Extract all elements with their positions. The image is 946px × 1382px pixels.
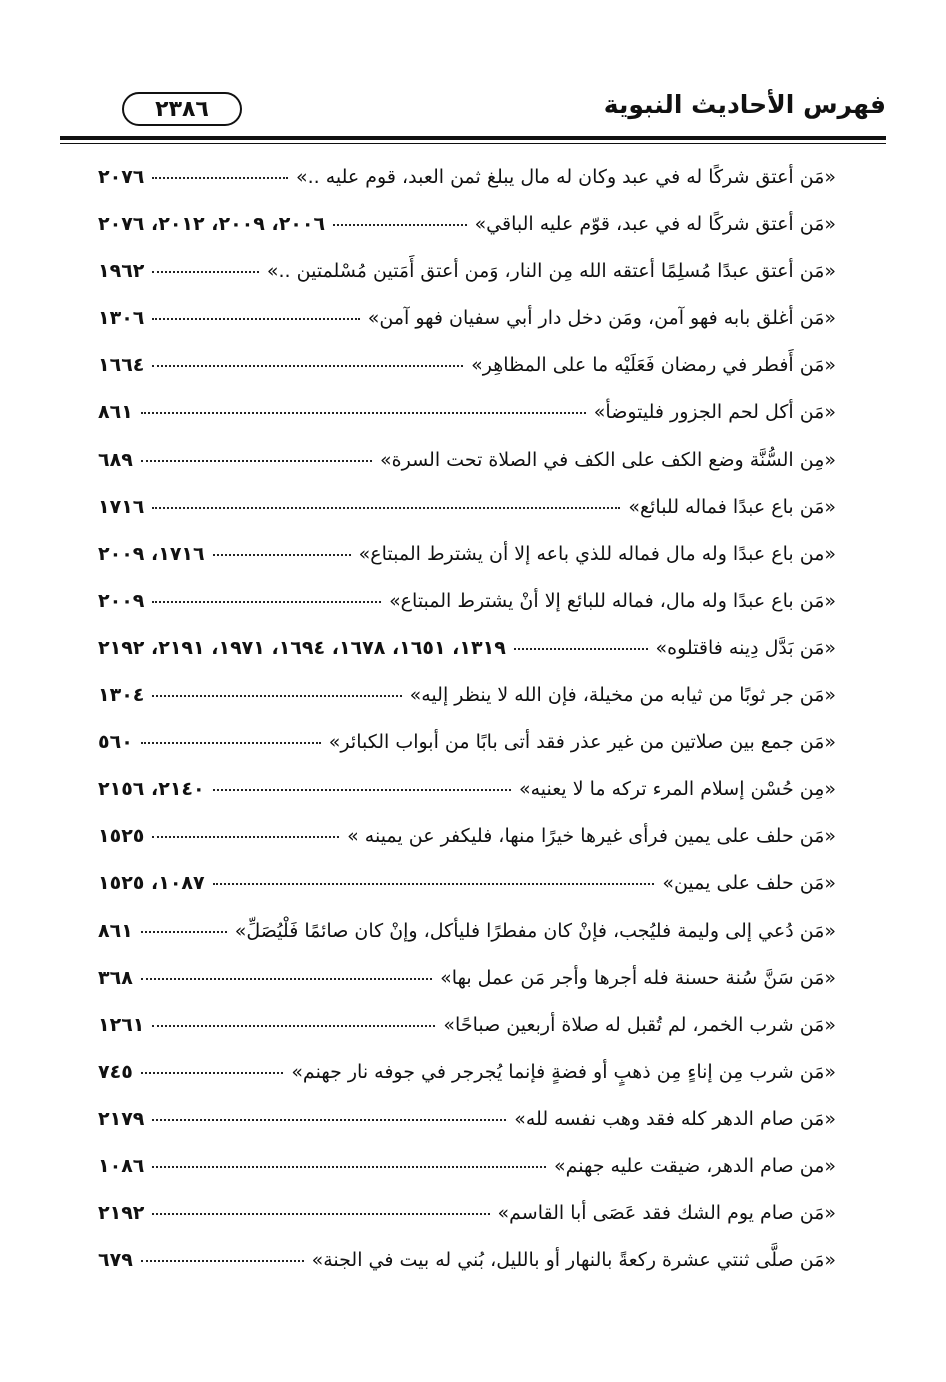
leader-dots [152, 1119, 506, 1121]
leader-dots [141, 978, 432, 980]
leader-dots [141, 1072, 284, 1074]
hadith-text: «مَن سَنَّ سُنة حسنة فله أجرها وأجر مَن عمل بها» [440, 966, 836, 989]
page-number-badge: ٢٣٨٦ [122, 92, 242, 126]
leader-dots [152, 318, 359, 320]
index-entry [98, 213, 836, 260]
hadith-text: «مَن صام الدهر كله فقد وهب نفسه لله» [514, 1107, 836, 1130]
page-references: ٢٠٧٦ [98, 166, 145, 188]
page-references: ٦٨٩ [98, 448, 133, 471]
leader-dots [514, 648, 648, 650]
index-entry [98, 684, 836, 731]
leader-dots [152, 836, 339, 838]
index-entry [98, 731, 836, 778]
page-references: ٥٦٠ [98, 731, 133, 754]
page-references: ١٠٨٧، ١٥٢٥ [98, 872, 205, 895]
hadith-text: «مَن شرب الخمر، لم تُقبل له صلاة أربعين صباحًا» [443, 1013, 836, 1036]
index-entry [98, 1202, 836, 1249]
page-references: ٢٠٠٩ [98, 589, 145, 612]
hadith-text: «مَن جمع بين صلاتين من غير عذر فقد أتى بابًا من أبواب الكبائر» [328, 731, 836, 754]
header-rule-thick [60, 136, 886, 140]
index-entry [98, 496, 836, 543]
index-entry [98, 543, 836, 590]
page-references: ١٦٦٤ [98, 354, 145, 377]
index-entry [98, 307, 836, 354]
page-references: ٢١٧٩ [98, 1107, 145, 1130]
index-entry [98, 825, 836, 872]
leader-dots [152, 507, 620, 509]
leader-dots [152, 695, 401, 697]
leader-dots [141, 412, 586, 414]
header-rule-thin [60, 143, 886, 144]
page-references: ١٧١٦، ٢٠٠٩ [98, 542, 205, 565]
leader-dots [333, 224, 466, 226]
hadith-text: «مَن أعتق شركًا له في عبد، قوّم عليه الباقي» [474, 213, 836, 236]
index-entry [98, 637, 836, 684]
hadith-text: «مَن أَفطر في رمضان فَعَلَيْه ما على المظاهِر» [471, 354, 836, 377]
page-references: ١٣١٩، ١٦٥١، ١٦٧٨، ١٦٩٤، ١٩٧١، ٢١٩١، ٢١٩٢ [98, 636, 506, 659]
page-references: ٨٦١ [98, 401, 133, 424]
hadith-text: «مَن بَدَّل دِينه فاقتلوه» [655, 636, 836, 659]
hadith-text: «مَن أعتق شركًا له في عبد وكان له مال يبلغ ثمن العبد، قوم عليه ..» [295, 166, 836, 188]
page-references: ١٣٠٤ [98, 684, 145, 707]
leader-dots [152, 271, 259, 273]
index-entry [98, 166, 836, 213]
leader-dots [213, 883, 655, 885]
leader-dots [152, 1025, 435, 1027]
page-references: ١٧١٦ [98, 495, 145, 518]
leader-dots [213, 789, 511, 791]
hadith-text: «مَن حلف على يمين» [662, 872, 836, 895]
hadith-text: «مَن دُعي إلى وليمة فليُجب، فإنْ كان مفطرًا فليأكل، وإنْ كان صائمًا فَلْيُصَلِّ» [234, 919, 836, 942]
hadith-text: «مَن صلَّى ثنتي عشرة ركعةً بالنهار أو بالليل، بُني له بيت في الجنة» [311, 1249, 836, 1272]
page-references: ٢١٩٢ [98, 1202, 145, 1225]
leader-dots [141, 1260, 304, 1262]
page-references: ١٠٨٦ [98, 1154, 145, 1177]
page-header [60, 84, 886, 132]
hadith-text: «مَن شرب مِن إناءٍ مِن ذهبٍ أو فضةٍ فإنما يُجرجر في جوفه نار جهنم» [291, 1060, 836, 1083]
hadith-text: «مِن حُسْن إسلام المرء تركه ما لا يعنيه» [518, 778, 836, 801]
hadith-text: «مَن باع عبدًا فماله للبائع» [628, 495, 836, 518]
page-references: ٣٦٨ [98, 966, 133, 989]
index-entry [98, 967, 836, 1014]
leader-dots [152, 177, 288, 179]
hadith-text: «مِن السُّنَّة وضع الكف على الكف في الصلاة تحت السرة» [380, 448, 836, 471]
leader-dots [213, 554, 351, 556]
page-references: ٢٠٠٦، ٢٠٠٩، ٢٠١٢، ٢٠٧٦ [98, 213, 326, 236]
header-title: فهرس الأحاديث النبوية [603, 90, 886, 119]
index-entry [98, 1155, 836, 1202]
index-entry [98, 449, 836, 496]
hadith-text: «مَن صام يوم الشك فقد عَصَى أبا القاسم» [497, 1202, 836, 1225]
page-references: ٨٦١ [98, 919, 133, 942]
index-entry [98, 1014, 836, 1061]
hadith-text: «مَن باع عبدًا وله مال، فماله للبائع إلا أنْ يشترط المبتاع» [389, 589, 836, 612]
page-references: ١٥٢٥ [98, 825, 145, 848]
leader-dots [152, 1166, 546, 1168]
page-references: ٦٧٩ [98, 1249, 133, 1272]
hadith-text: «مَن جر ثوبًا من ثيابه من مخيلة، فإن الله لا ينظر إليه» [409, 684, 836, 707]
hadith-text: «مَن حلف على يمين فرأى غيرها خيرًا منها، فليكفر عن يمينه » [347, 825, 836, 848]
leader-dots [152, 601, 381, 603]
page-references: ١٣٠٦ [98, 307, 145, 330]
index-entry [98, 354, 836, 401]
index-entry [98, 1061, 836, 1108]
index-entry [98, 872, 836, 919]
leader-dots [141, 742, 321, 744]
leader-dots [152, 1213, 489, 1215]
page-references: ٧٤٥ [98, 1060, 133, 1083]
hadith-text: «من باع عبدًا وله مال فماله للذي باعه إلا أن يشترط المبتاع» [358, 542, 836, 565]
index-entry [98, 920, 836, 967]
index-entry [98, 1249, 836, 1296]
page-references: ١٩٦٢ [98, 260, 145, 283]
page-references: ٢١٤٠، ٢١٥٦ [98, 778, 205, 801]
leader-dots [141, 460, 372, 462]
hadith-text: «من صام الدهر، ضيقت عليه جهنم» [553, 1154, 836, 1177]
leader-dots [152, 365, 463, 367]
index-entry [98, 778, 836, 825]
hadith-text: «مَن أغلق بابه فهو آمن، ومَن دخل دار أبي سفيان فهو آمن» [367, 307, 836, 330]
index-entry [98, 401, 836, 448]
index-entry [98, 590, 836, 637]
hadith-index-list [98, 166, 836, 1296]
index-entry [98, 260, 836, 307]
leader-dots [141, 931, 227, 933]
hadith-text: «مَن أكل لحم الجزور فليتوضأ» [593, 401, 836, 424]
index-entry [98, 1108, 836, 1155]
hadith-text: «مَن أعتق عبدًا مُسلِمًا أعتقه الله مِن النار، وَمن أعتق أَمَتين مُسْلمتين ..» [266, 260, 836, 283]
page-references: ١٢٦١ [98, 1013, 145, 1036]
